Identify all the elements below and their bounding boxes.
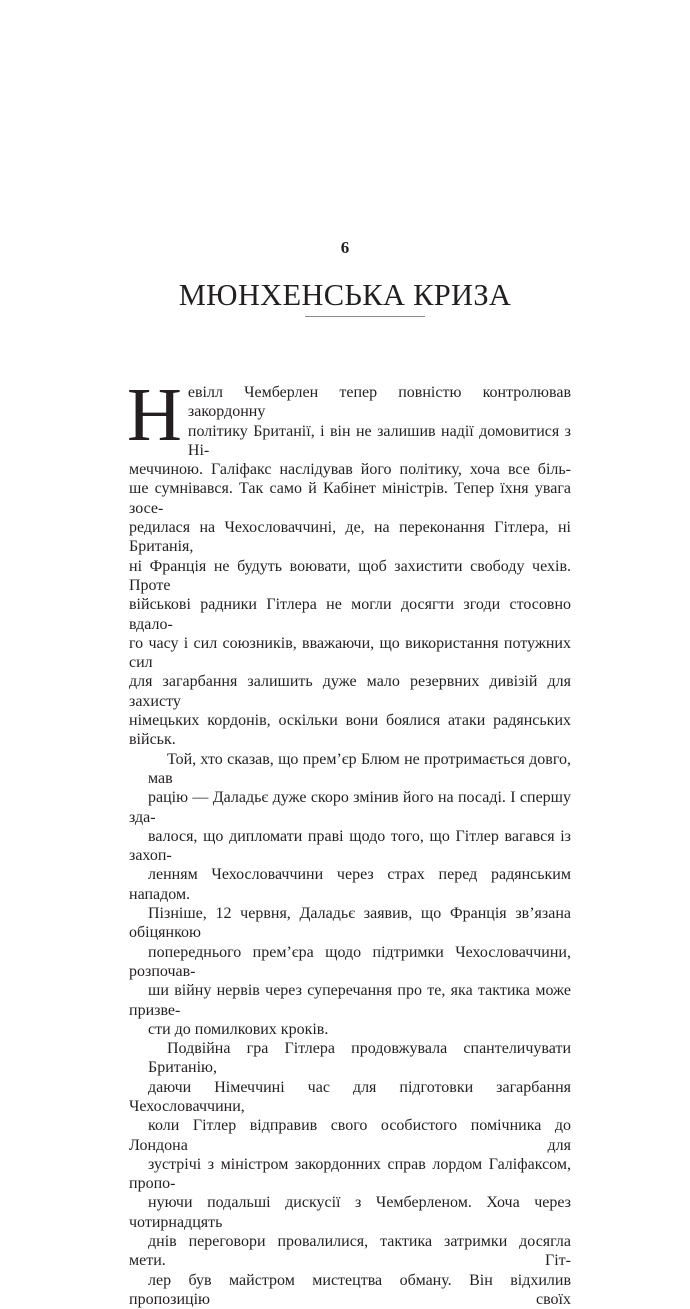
- text-line: меччиною. Галіфакс наслідував його політику, хоча все біль-: [129, 461, 571, 479]
- text-line: для загарбання залишить дуже мало резервних дивізій для захисту: [129, 673, 571, 710]
- text-line: нуючи подальші дискусії з Чемберленом. Хоча через чотирнадцять: [129, 1194, 571, 1231]
- text-line: лер був майстром мистецтва обману. Він відхилив пропозицію своїх: [129, 1271, 571, 1308]
- text-line: валося, що дипломати праві щодо того, що Гітлер вагався із захоп-: [129, 827, 571, 865]
- chapter-title: МЮНХЕНСЬКА КРИЗА: [178, 278, 512, 312]
- text-line: даючи Німеччині час для підготовки загарбання Чехословаччини,: [129, 1078, 571, 1115]
- paragraph-1: [127, 373, 571, 750]
- text-line: Пізніше, 12 червня, Даладьє заявив, що Франція зв’язана обіцянкою: [129, 905, 571, 942]
- text-line: ленням Чехословаччини через страх перед радянським нападом.: [129, 866, 571, 903]
- text-line: коли Гітлер відправив свого особистого помічника до Лондона для: [129, 1117, 571, 1154]
- text-line: зустрічі з міністром закордонних справ лордом Галіфаксом, пропо-: [129, 1155, 571, 1193]
- paragraph-3: [129, 1039, 571, 1309]
- text-line: Той, хто сказав, що прем’єр Блюм не протримається довго, мав: [148, 750, 571, 787]
- text-line: евілл Чемберлен тепер повністю контролював закордонну: [187, 384, 571, 421]
- text-line: попереднього прем’єра щодо підтримки Чехословаччини, розпочав-: [129, 943, 571, 980]
- text-line: ні Франція не будуть воювати, щоб захистити свободу чехів. Проте: [129, 557, 571, 594]
- title-divider: [305, 316, 425, 317]
- drop-cap: Н: [127, 373, 182, 457]
- body-text: [127, 373, 571, 1309]
- text-line: редилася на Чехословаччині, де, на переконання Гітлера, ні Британія,: [129, 519, 571, 556]
- paragraph-2: [129, 750, 571, 1039]
- text-line: сти до помилкових кроків.: [148, 1020, 329, 1038]
- text-line: ши війну нервів через суперечання про те, яка тактика може призве-: [129, 982, 571, 1019]
- text-line: політику Британії, і він не залишив надії домовитися з Ні-: [187, 422, 571, 459]
- text-line: днів переговори провалилися, тактика затримки досягла мети. Гіт-: [129, 1233, 571, 1270]
- text-line: німецьких кордонів, оскільки вони боялися атаки радянських військ.: [129, 712, 571, 749]
- text-line: рацію — Даладьє дуже скоро змінив його на посаді. І спершу зда-: [129, 789, 571, 826]
- text-line: військові радники Гітлера не могли досягти згоди стосовно вдало-: [129, 596, 571, 633]
- text-line: го часу і сил союзників, вважаючи, що використання потужних сил: [129, 634, 571, 672]
- text-line: ше сумнівався. Так само й Кабінет міністрів. Тепер їхня увага зосе-: [129, 480, 571, 517]
- text-line: Подвійна гра Гітлера продовжувала спантеличувати Британію,: [148, 1040, 571, 1077]
- chapter-number: 6: [340, 238, 350, 257]
